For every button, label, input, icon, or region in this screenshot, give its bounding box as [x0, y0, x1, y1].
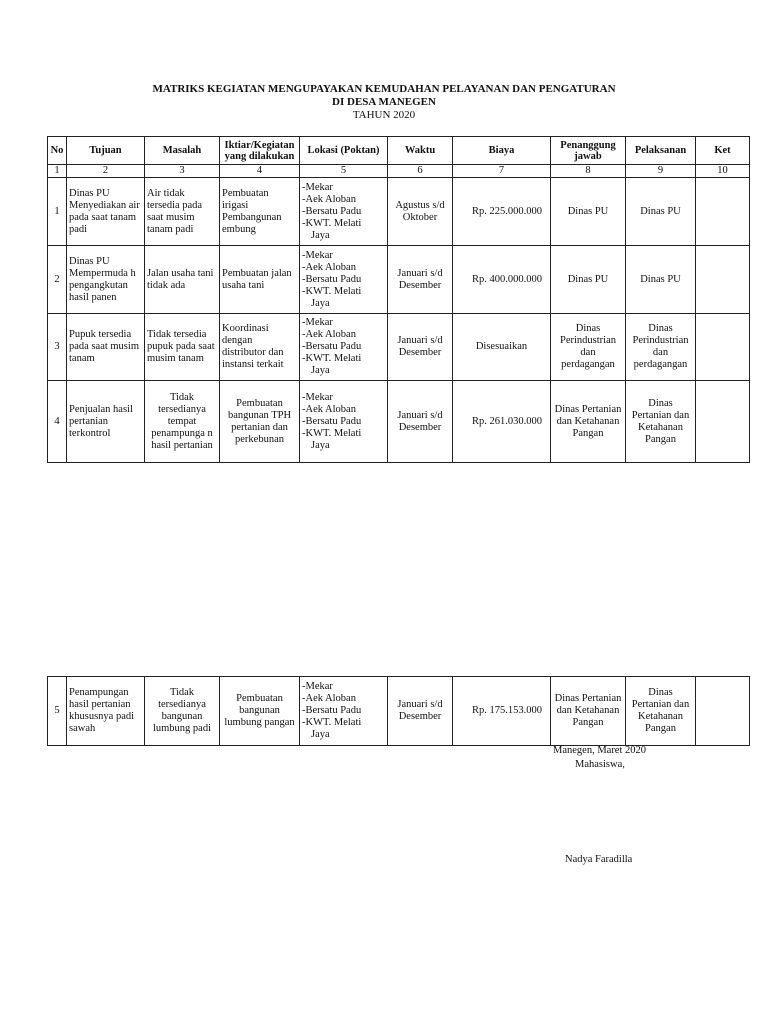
lokasi-item: -Bersatu Padu — [302, 273, 362, 285]
activity-matrix-table-continued — [47, 676, 750, 746]
row-tujuan: Penjualan hasil pertanian terkontrol — [67, 381, 145, 463]
lokasi-item: -Bersatu Padu — [302, 705, 362, 716]
row-no: 3 — [48, 314, 67, 381]
row-no: 5 — [48, 677, 67, 746]
row-no: 1 — [48, 178, 67, 246]
row-waktu: Januari s/d Desember — [388, 677, 453, 746]
row-lokasi — [300, 677, 388, 746]
header-penanggung-jawab: Penanggung jawab — [551, 137, 626, 165]
column-number: 10 — [696, 165, 750, 178]
row-penanggung-jawab: Dinas Perindustrian dan perdagangan — [551, 314, 626, 381]
column-number: 1 — [48, 165, 67, 178]
header-biaya: Biaya — [453, 137, 551, 165]
row-masalah: Tidak tersedianya bangunan lumbung padi — [145, 677, 220, 746]
header-pelaksana: Pelaksanan — [626, 137, 696, 165]
lokasi-item: -Bersatu Padu — [302, 341, 362, 352]
lokasi-item: -KWT. Melati — [302, 217, 362, 229]
row-biaya: Rp. 175.153.000 — [453, 677, 551, 746]
row-lokasi — [300, 246, 388, 314]
lokasi-item: -Bersatu Padu — [302, 415, 362, 427]
row-no: 4 — [48, 381, 67, 463]
row-ket — [696, 677, 750, 746]
lokasi-item: -Aek Aloban — [302, 329, 356, 340]
lokasi-item: -Mekar — [302, 181, 333, 193]
signature-place-date: Manegen, Maret 2020 — [553, 745, 647, 756]
row-ket — [696, 314, 750, 381]
header-lokasi: Lokasi (Poktan) — [300, 137, 388, 165]
row-tujuan: Pupuk tersedia pada saat musim tanam — [67, 314, 145, 381]
row-tujuan: Dinas PU Mempermuda h pengangkutan hasil panen — [67, 246, 145, 314]
column-number: 3 — [145, 165, 220, 178]
column-number: 7 — [453, 165, 551, 178]
header-masalah: Masalah — [145, 137, 220, 165]
lokasi-item: -Mekar — [302, 317, 333, 328]
lokasi-item: -Mekar — [302, 681, 333, 692]
row-masalah: Air tidak tersedia pada saat musim tanam padi — [145, 178, 220, 246]
header-tujuan: Tujuan — [67, 137, 145, 165]
row-tujuan: Dinas PU Menyediakan air pada saat tanam padi — [67, 178, 145, 246]
lokasi-item: -KWT. Melati — [302, 353, 362, 364]
document-subtitle: DI DESA MANEGEN — [332, 96, 436, 108]
header-ket: Ket — [696, 137, 750, 165]
row-biaya: Rp. 261.030.000 — [453, 381, 551, 463]
lokasi-item: -KWT. Melati — [302, 427, 362, 439]
document-year: TAHUN 2020 — [352, 109, 416, 121]
lokasi-item: -Aek Aloban — [302, 403, 356, 415]
header-no: No — [48, 137, 67, 165]
table-row — [48, 677, 750, 746]
row-waktu: Januari s/d Desember — [388, 314, 453, 381]
row-tujuan: Penampungan hasil pertanian khususnya padi sawah — [67, 677, 145, 746]
row-penanggung-jawab: Dinas Pertanian dan Ketahanan Pangan — [551, 381, 626, 463]
lokasi-item: Jaya — [311, 365, 330, 376]
column-number: 5 — [300, 165, 388, 178]
row-biaya: Disesuaikan — [453, 314, 551, 381]
header-kegiatan: Iktiar/Kegiatan yang dilakukan — [220, 137, 300, 165]
row-masalah: Tidak tersedianya tempat penampunga n hasil pertanian — [145, 381, 220, 463]
row-lokasi — [300, 381, 388, 463]
row-kegiatan: Pembuatan jalan usaha tani — [220, 246, 300, 314]
column-number: 6 — [388, 165, 453, 178]
row-waktu: Januari s/d Desember — [388, 246, 453, 314]
document-title: MATRIKS KEGIATAN MENGUPAYAKAN KEMUDAHAN PELAYANAN DAN PENGATURAN — [152, 83, 616, 95]
row-masalah: Tidak tersedia pupuk pada saat musim tanam — [145, 314, 220, 381]
lokasi-item: -Mekar — [302, 391, 333, 403]
signature-role: Mahasiswa, — [575, 759, 625, 770]
row-pelaksana: Dinas PU — [626, 246, 696, 314]
table-row — [48, 314, 750, 381]
activity-matrix-table — [47, 136, 750, 463]
row-biaya: Rp. 400.000.000 — [453, 246, 551, 314]
row-penanggung-jawab: Dinas PU — [551, 178, 626, 246]
row-pelaksana: Dinas Pertanian dan Ketahanan Pangan — [626, 381, 696, 463]
table-row — [48, 246, 750, 314]
row-pelaksana: Dinas PU — [626, 178, 696, 246]
row-masalah: Jalan usaha tani tidak ada — [145, 246, 220, 314]
row-kegiatan: Pembuatan bangunan lumbung pangan — [220, 677, 300, 746]
lokasi-item: -Aek Aloban — [302, 193, 356, 205]
lokasi-item: Jaya — [311, 729, 330, 740]
column-number: 9 — [626, 165, 696, 178]
row-ket — [696, 381, 750, 463]
signature-name: Nadya Faradilla — [565, 854, 633, 865]
table-row — [48, 381, 750, 463]
lokasi-item: -Bersatu Padu — [302, 205, 362, 217]
row-kegiatan: Pembuatan bangunan TPH pertanian dan perkebunan — [220, 381, 300, 463]
table-row — [48, 178, 750, 246]
row-kegiatan: Koordinasi dengan distributor dan instansi terkait — [220, 314, 300, 381]
row-lokasi — [300, 314, 388, 381]
row-pelaksana: Dinas Perindustrian dan perdagangan — [626, 314, 696, 381]
header-row — [48, 137, 750, 165]
row-no: 2 — [48, 246, 67, 314]
row-waktu: Agustus s/d Oktober — [388, 178, 453, 246]
column-number: 2 — [67, 165, 145, 178]
lokasi-item: Jaya — [311, 439, 330, 451]
row-lokasi — [300, 178, 388, 246]
lokasi-item: Jaya — [311, 297, 330, 309]
row-pelaksana: Dinas Pertanian dan Ketahanan Pangan — [626, 677, 696, 746]
column-number-row — [48, 165, 750, 178]
row-ket — [696, 178, 750, 246]
header-waktu: Waktu — [388, 137, 453, 165]
row-biaya: Rp. 225.000.000 — [453, 178, 551, 246]
lokasi-item: -KWT. Melati — [302, 717, 362, 728]
row-penanggung-jawab: Dinas PU — [551, 246, 626, 314]
column-number: 8 — [551, 165, 626, 178]
lokasi-item: -KWT. Melati — [302, 285, 362, 297]
lokasi-item: -Mekar — [302, 249, 333, 261]
row-kegiatan: Pembuatan irigasi Pembangunan embung — [220, 178, 300, 246]
row-ket — [696, 246, 750, 314]
row-penanggung-jawab: Dinas Pertanian dan Ketahanan Pangan — [551, 677, 626, 746]
column-number: 4 — [220, 165, 300, 178]
lokasi-item: -Aek Aloban — [302, 693, 356, 704]
lokasi-item: -Aek Aloban — [302, 261, 356, 273]
lokasi-item: Jaya — [311, 229, 330, 241]
row-waktu: Januari s/d Desember — [388, 381, 453, 463]
